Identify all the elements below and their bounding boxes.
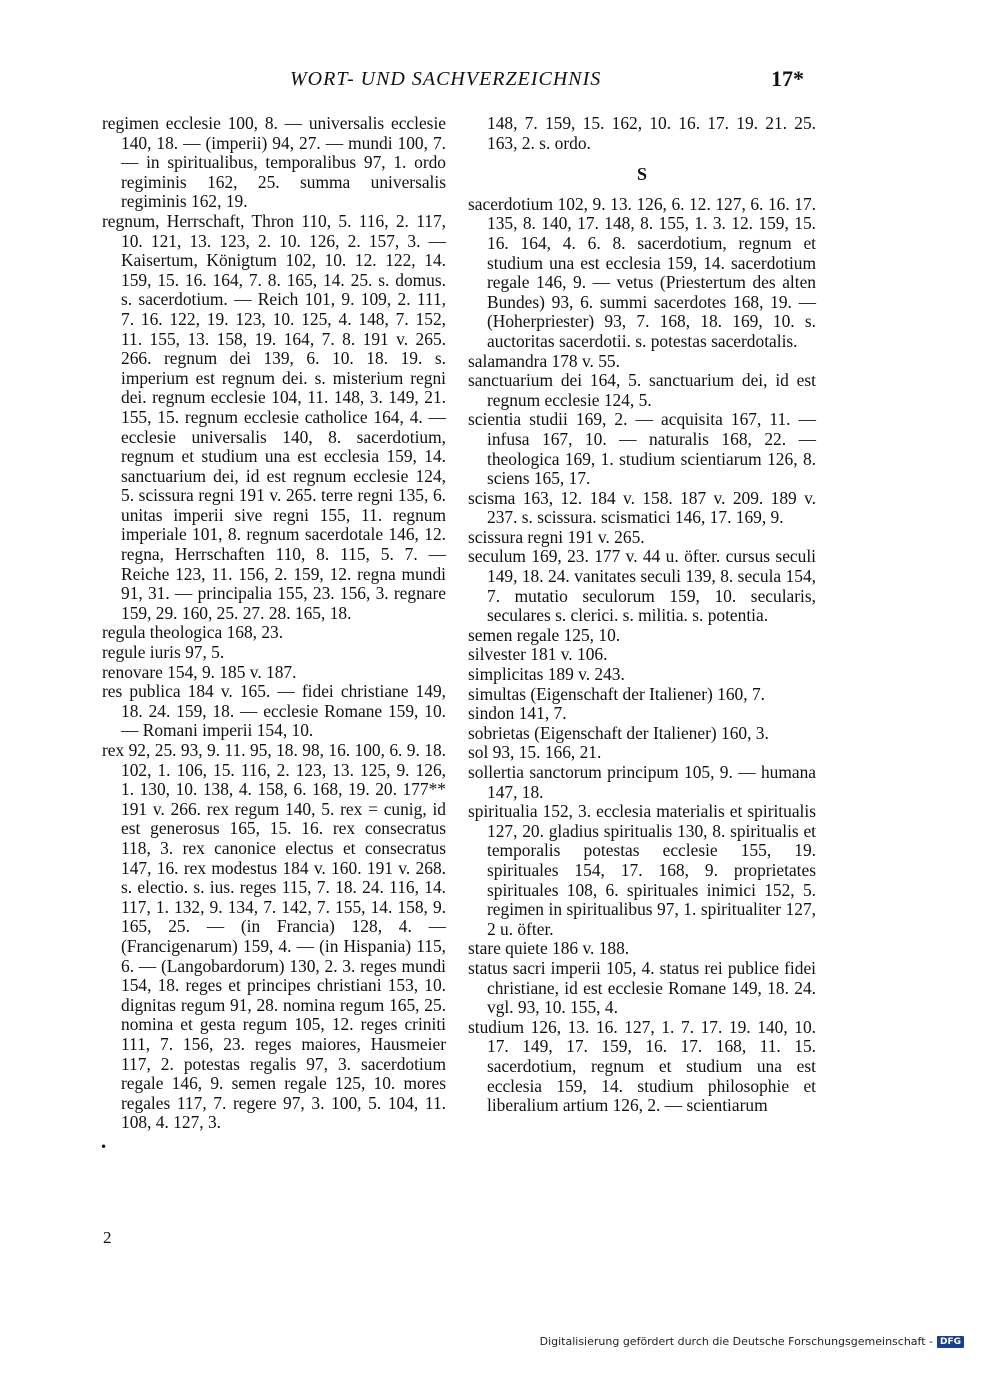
index-entry: regnum, Herrschaft, Thron 110, 5. 116, 2. 117, 10. 121, 13. 123, 2. 10. 126, 2. 157, 3. — Kaisertum, Königtum 102, 10. 12. 122, 14. 159, 15. 16. 164, 7. 8. 165, 14. 25. s. domus. s. sacerdotium. — Reich 101, 9. 109, 2. 111, 7. 16. 122, 19. 123, 10. 125, 4. 148, 7. 152, 11. 155, 13. 158, 19. 164, 7. 8. 191 v. 265. 266. regnum dei 139, 6. 10. 18. 19. s. imperium est regnum dei. s. misterium regni dei. regnum ecclesie 104, 11. 148, 3. 149, 21. 155, 15. regnum ecclesie catholice 164, 4. — ecclesie universalis 140, 8. sacerdotium, regnum et studium una est ecclesia 159, 14. sanctuarium dei, id est regnum ecclesie 124, 5. scissura regni 191 v. 265. terre regni 135, 6. unitas imperii sive regni 155, 11. regnum imperiale 101, 8. regnum sacerdotale 146, 12. regna, Herrschaften 110, 8. 115, 5. 7. — Reiche 123, 11. 156, 2. 159, 12. regna mundi 91, 31. — principalia 155, 23. 156, 3. regnare 159, 29. 160, 25. 27. 28. 165, 18. [102,210,446,623]
index-entry: simultas (Eigenschaft der Italiener) 160, 7. [468,683,765,704]
index-entry: scisma 163, 12. 184 v. 158. 187 v. 209. 189 v. 237. s. scissura. scismatici 146, 17. 169, 9. [468,487,816,528]
index-entry: silvester 181 v. 106. [468,644,608,665]
margin-bullet: • [100,1140,108,1154]
index-entry: simplicitas 189 v. 243. [468,664,625,685]
left-column [102,114,446,1133]
index-entry: sobrietas (Eigenschaft der Italiener) 160, 3. [468,722,769,743]
page-number: 17* [771,66,804,91]
index-entry: semen regale 125, 10. [468,624,621,645]
index-entry: studium 126, 13. 16. 127, 1. 7. 17. 19. 140, 10. 17. 149, 17. 159, 16. 17. 168, 11. 15. sacerdotium, regnum et studium una est ecclesia 159, 14. studium philosophie et liberalium artium 126, 2. — scientiarum [468,1016,816,1116]
index-entry: rex 92, 25. 93, 9. 11. 95, 18. 98, 16. 100, 6. 9. 18. 102, 1. 106, 15. 116, 2. 123, 13. 125, 9. 126, 1. 130, 10. 138, 4. 158, 6. 168, 19. 20. 177** 191 v. 266. rex regum 140, 5. rex = cunig, id est generosus 165, 15. 16. rex consecratus 118, 3. rex canonice electus et consecratus 147, 16. rex modestus 184 v. 160. 191 v. 268. s. electio. s. ius. reges 115, 7. 18. 24. 116, 14. 117, 1. 132, 9. 134, 7. 142, 7. 155, 14. 158, 9. 165, 25. — (in Francia) 128, 4. — (Francigenarum) 159, 4. — (in Hispania) 115, 6. — (Langobardorum) 130, 2. 3. reges mundi 154, 18. reges et principes christiani 153, 10. dignitas regum 91, 28. nomina regum 165, 25. nomina et gesta regum 105, 12. reges criniti 111, 7. 156, 23. reges maiores, Hausmeier 117, 2. potestas regalis 97, 3. sacerdotium regale 146, 9. semen regale 125, 10. mores regales 117, 7. regere 97, 3. 100, 5. 104, 11. 108, 4. 127, 3. [102,740,446,1133]
index-entry: renovare 154, 9. 185 v. 187. [102,661,297,682]
index-entry: sacerdotium 102, 9. 13. 126, 6. 12. 127, 6. 16. 17. 135, 8. 140, 17. 148, 8. 155, 1. 3. 12. 159, 15. 16. 164, 4. 6. 8. sacerdotium, regnum et studium una est ecclesia 159, 14. sacerdotium regale 146, 9. — vetus (Priestertum des alten Bundes) 93, 6. summi sacerdotes 168, 19. — (Hoherpriester) 93, 7. 168, 18. 169, 10. s. auctoritas sacerdotii. s. potestas sacerdotalis. [468,193,816,351]
index-entry: salamandra 178 v. 55. [468,350,620,371]
index-entry: scissura regni 191 v. 265. [468,526,645,547]
index-entry: stare quiete 186 v. 188. [468,938,630,959]
digitization-credit [540,1335,964,1348]
digitization-note: Digitalisierung gefördert durch die Deutsche Forschungsgemeinschaft - [539,1335,933,1348]
index-entry: scientia studii 169, 2. — acquisita 167, 11. — infusa 167, 10. — naturalis 168, 22. — theologica 169, 1. studium scientiarum 126, 8. sciens 165, 17. [468,409,816,489]
index-entry: sindon 141, 7. [468,703,567,724]
index-entry: status sacri imperii 105, 4. status rei publice fidei christiane, id est ecclesie Romane 149, 18. 24. vgl. 93, 10. 155, 4. [468,957,816,1018]
index-entry: spiritualia 152, 3. ecclesia materialis et spiritualis 127, 20. gladius spiritualis 130, 8. spiritualis et temporalis potestas ecclesie 155, 19. spirituales 154, 17. 168, 9. proprietates spirituales 108, 6. spirituales inimici 152, 5. regimen in spiritualibus 97, 1. spiritualiter 127, 2 u. öfter. [468,801,816,939]
index-entry: sanctuarium dei 164, 5. sanctuarium dei, id est regnum ecclesie 124, 5. [468,370,816,410]
index-entry: res publica 184 v. 165. — fidei christiane 149, 18. 24. 159, 18. — ecclesie Romane 159, 10. — Romani imperii 154, 10. [102,681,446,741]
index-entry: sollertia sanctorum principum 105, 9. — humana 147, 18. [468,762,816,802]
section-letter: S [636,164,647,185]
index-entry: regula theologica 168, 23. [102,622,284,643]
index-entry: seculum 169, 23. 177 v. 44 u. öfter. cursus seculi 149, 18. 24. vanitates seculi 139, 8. secula 154, 7. mutatio seculorum 159, 10. secularis, seculares s. clerici. s. militia. s. potentia. [468,546,816,626]
dfg-logo: DFG [937,1336,964,1348]
index-entry-continuation: 148, 7. 159, 15. 162, 10. 16. 17. 19. 21. 25. 163, 2. s. ordo. [487,113,816,153]
running-title: WORT- UND SACHVERZEICHNIS [290,68,602,90]
index-entry: sol 93, 15. 166, 21. [468,742,602,763]
index-entry: regule iuris 97, 5. [102,642,225,663]
page-header [0,66,1000,106]
signature-mark: 2 [103,1228,112,1247]
index-entry: regimen ecclesie 100, 8. — universalis ecclesie 140, 18. — (imperii) 94, 27. — mundi 100, 7. — in spiritualibus, temporalibus 97, 1. ordo regiminis 162, 25. summa universalis regiminis 162, 19. [102,113,446,212]
right-column [468,114,816,1116]
